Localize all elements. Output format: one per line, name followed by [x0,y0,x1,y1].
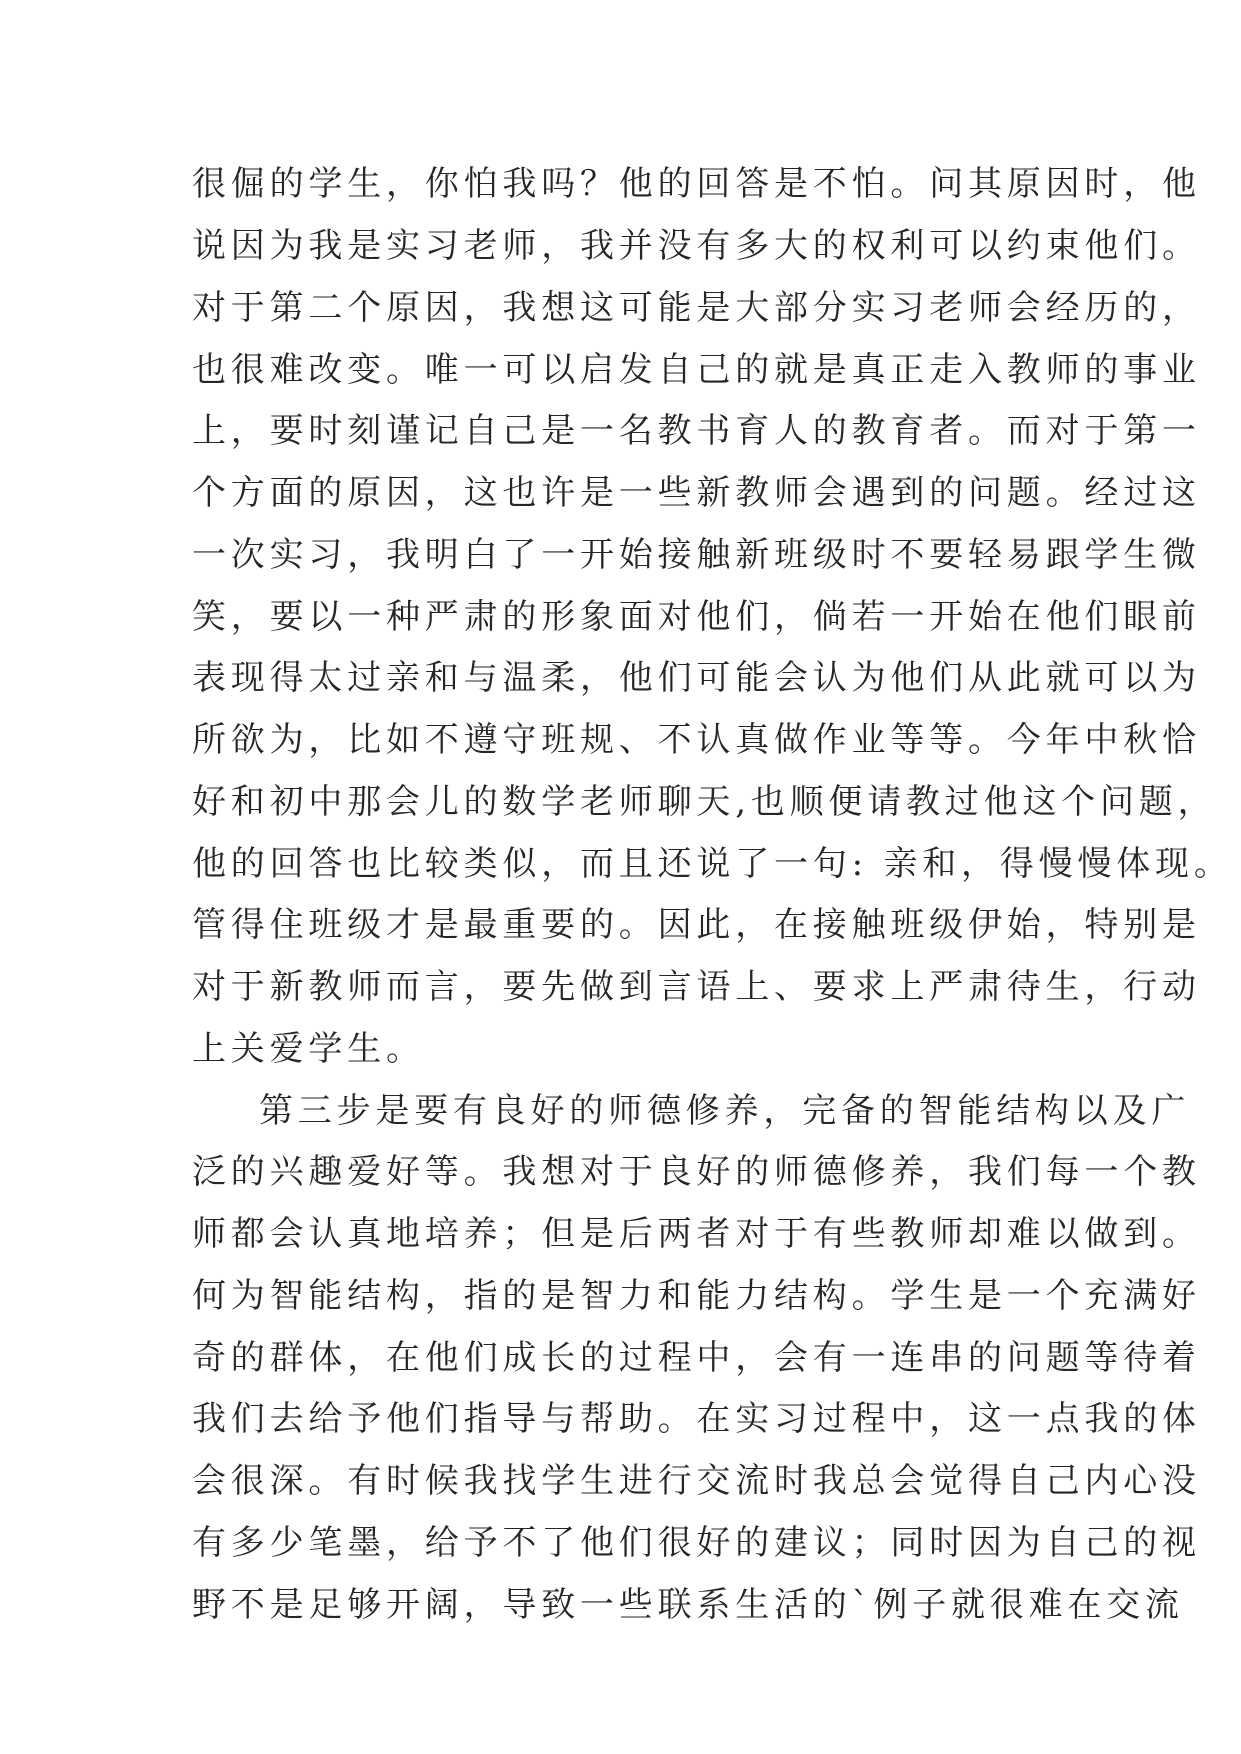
text-line: 上关爱学生。 [192,1029,425,1069]
text-line: 笑，要以一种严肃的形象面对他们，倘若一开始在他们眼前 [192,597,1201,637]
text-line: 也很难改变。唯一可以启发自己的就是真正走入教师的事业 [192,350,1201,390]
text-line: 他的回答也比较类似，而且还说了一句: 亲和，得慢慢体现。 [192,844,1233,884]
text-line: 对于新教师而言，要先做到言语上、要求上严肃待生，行动 [192,967,1201,1007]
text-line: 何为智能结构，指的是智力和能力结构。学生是一个充满好 [192,1276,1201,1316]
text-line: 野不是足够开阔，导致一些联系生活的`例子就很难在交流 [192,1585,1184,1625]
text-line: 上，要时刻谨记自己是一名教书育人的教育者。而对于第一 [192,411,1201,451]
text-line: 泛的兴趣爱好等。我想对于良好的师德修养，我们每一个教 [192,1152,1201,1192]
text-line: 对于第二个原因，我想这可能是大部分实习老师会经历的， [192,288,1201,328]
text-line: 说因为我是实习老师，我并没有多大的权利可以约束他们。 [192,226,1201,266]
text-line: 管得住班级才是最重要的。因此，在接触班级伊始，特别是 [192,905,1201,945]
text-line: 所欲为，比如不遵守班规、不认真做作业等等。今年中秋恰 [192,720,1201,760]
text-line: 我们去给予他们指导与帮助。在实习过程中，这一点我的体 [192,1399,1201,1439]
text-line: 很倔的学生，你怕我吗？他的回答是不怕。问其原因时，他 [192,164,1201,204]
text-line: 好和初中那会儿的数学老师聊天,也顺便请教过他这个问题， [192,782,1217,822]
text-line: 奇的群体，在他们成长的过程中，会有一连串的问题等待着 [192,1338,1201,1378]
text-line: 有多少笔墨，给予不了他们很好的建议；同时因为自己的视 [192,1523,1201,1563]
text-line: 表现得太过亲和与温柔，他们可能会认为他们从此就可以为 [192,658,1201,698]
text-line: 一次实习，我明白了一开始接触新班级时不要轻易跟学生微 [192,535,1201,575]
text-line: 个方面的原因，这也许是一些新教师会遇到的问题。经过这 [192,473,1201,513]
paragraph-first-line: 第三步是要有良好的师德修养，完备的智能结构以及广 [259,1091,1191,1131]
text-line: 师都会认真地培养；但是后两者对于有些教师却难以做到。 [192,1214,1201,1254]
text-line: 会很深。有时候我找学生进行交流时我总会觉得自己内心没 [192,1461,1201,1501]
